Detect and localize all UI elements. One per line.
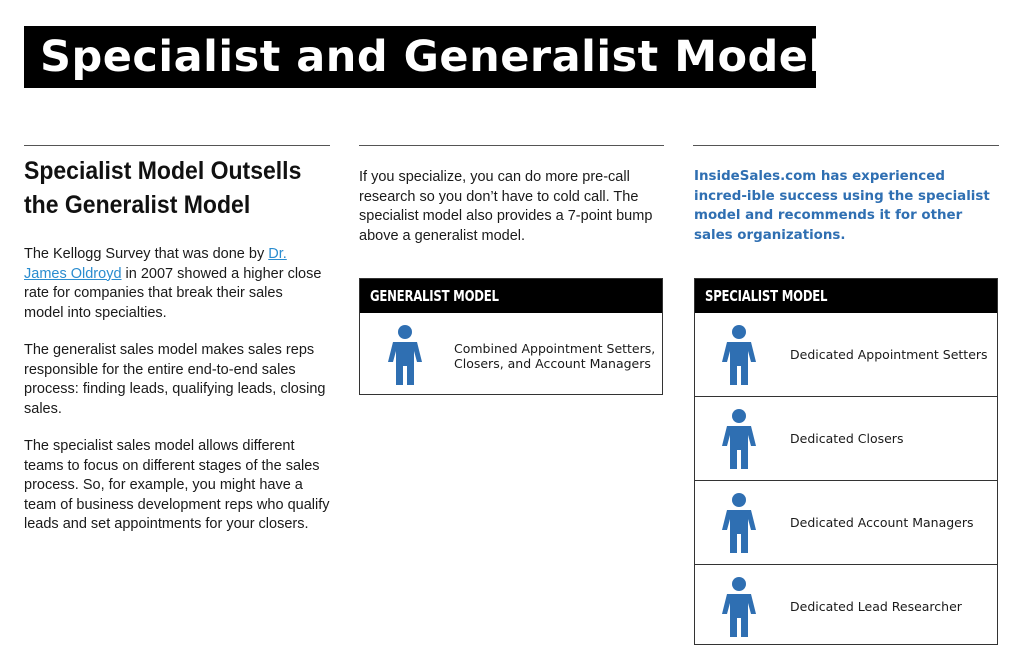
list-item (695, 480, 997, 564)
list-item (695, 313, 997, 396)
intro-paragraph (24, 245, 324, 323)
middle-paragraph: If you specialize, you can do more pre-call research so you don’t have to cold call. The specialist model also provides a 7-point bump above a generalist model. (359, 169, 653, 244)
intro-text-end: in 2007 showed a higher close rate for companies that break their sales model into specialties. (24, 265, 322, 321)
person-icon (721, 409, 757, 471)
left-column-rule (24, 145, 330, 146)
insidesales-callout: InsideSales.com has experienced incred-ible success using the specialist model and recommends it for other sales organizations. (694, 169, 990, 243)
middle-column-rule (359, 145, 664, 146)
specialist-model-box (694, 278, 998, 645)
specialist-paragraph: The specialist sales model allows different teams to focus on different stages of the sales process. So, for example, you might have a team of business development reps who qualify leads and set appointments for your closers. (24, 438, 330, 532)
intro-text-start: The Kellogg Survey that was done by (24, 246, 269, 262)
specialist-row-label: Dedicated Closers (790, 431, 904, 446)
person-icon (387, 325, 423, 387)
right-column-rule (693, 145, 999, 146)
specialist-row-label: Dedicated Lead Researcher (790, 599, 962, 614)
section-heading: Specialist Model Outsells the Generalist Model (24, 157, 302, 219)
oldroyd-link[interactable]: Dr. James Oldroyd (24, 246, 287, 282)
specialist-row-label: Dedicated Account Managers (790, 515, 974, 530)
list-item (360, 313, 662, 394)
page-title: Specialist and Generalist Model (24, 26, 816, 88)
list-item (695, 396, 997, 480)
generalist-paragraph: The generalist sales model makes sales reps responsible for the entire end-to-end sales process: finding leads, qualifying leads, closing sales. (24, 342, 326, 417)
specialist-row-label: Dedicated Appointment Setters (790, 347, 988, 362)
generalist-model-box (359, 278, 663, 395)
person-icon (721, 493, 757, 555)
list-item (695, 564, 997, 647)
generalist-box-title: GENERALIST MODEL (360, 279, 662, 313)
person-icon (721, 325, 757, 387)
person-icon (721, 577, 757, 639)
specialist-box-title: SPECIALIST MODEL (695, 279, 997, 313)
generalist-row-label: Combined Appointment Setters, Closers, and Account Managers (454, 341, 656, 371)
